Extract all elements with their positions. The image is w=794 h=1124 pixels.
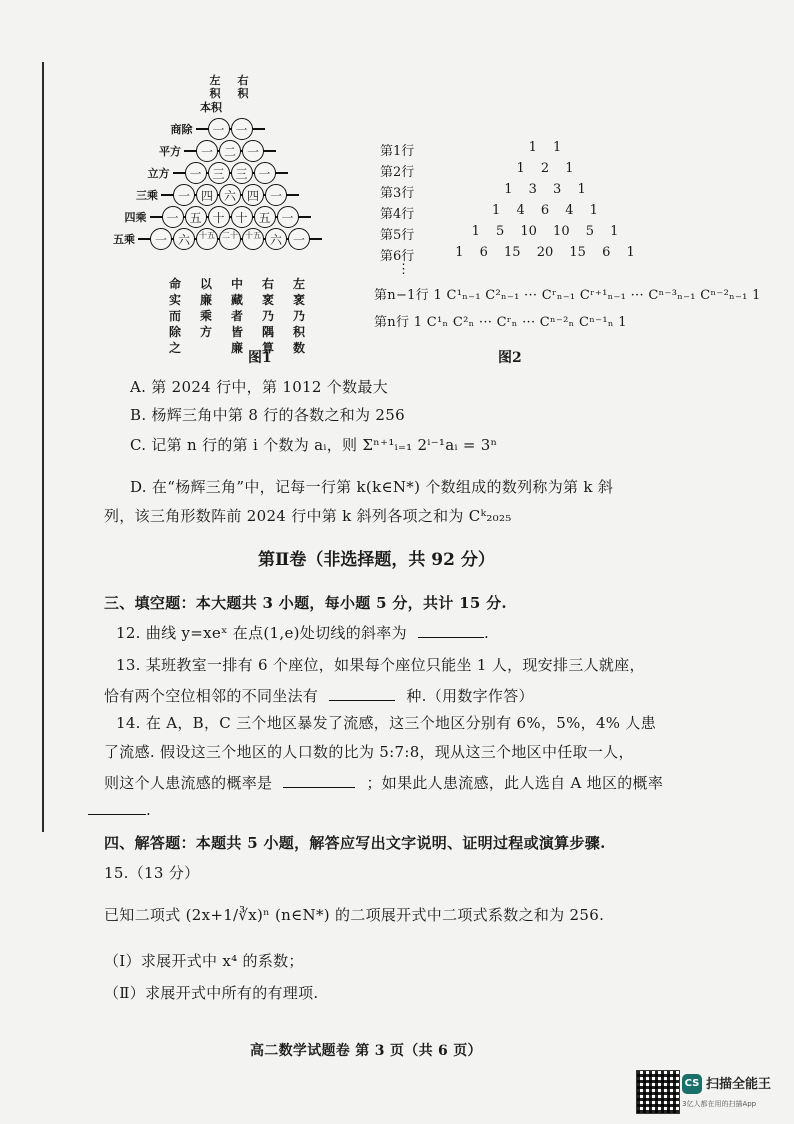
figure-1-cell: 一 [150,228,172,250]
option-c: C. 记第 n 行的第 i 个数为 aᵢ，则 Σⁿ⁺¹ᵢ₌₁ 2ⁱ⁻¹aᵢ = 3ⁿ [130,436,498,454]
figure-1-cell: 一 [196,140,218,162]
figure-1-cell: 一 [265,184,287,206]
question-15-part-1: （Ⅰ）求展开式中 x⁴ 的系数； [104,952,304,970]
figure-1-cell: 一 [231,118,253,140]
question-13-line1: 13. 某班教室一排有 6 个座位，如果每个座位只能坐 1 人，现安排三人就座， [116,656,645,674]
option-b: B. 杨辉三角中第 8 行的各数之和为 256 [130,406,405,424]
question-12-text: 12. 曲线 y=xeˣ 在点(1,e)处切线的斜率为 [116,624,407,642]
figure-1-row-label: 本积 [200,101,222,114]
figure-2-dots: ⋮ [397,262,411,277]
figure-2 [380,140,680,340]
question-15-stem: 已知二项式 (2x+1/∛x)ⁿ (n∈N*) 的二项展开式中二项式系数之和为 256. [104,906,605,924]
figure-2-row-label: 第1行 [380,144,415,159]
camscanner-name: 扫描全能王 [706,1077,772,1092]
figure-2-row [380,203,680,221]
figure-1-cell: 五 [185,206,207,228]
option-d-line2: 列，该三角形数阵前 2024 行中第 k 斜列各项之和为 Cᵏ₂₀₂₅ [104,507,512,525]
figure-1-cell: 一 [277,206,299,228]
figure-2-row-values: 1 5 10 10 5 1 [471,224,619,239]
answer-blank-12[interactable] [418,623,484,638]
figure-1-row-label: 立方 [147,167,170,180]
figure-1-cell: 一 [173,184,195,206]
figure-1-column-text: 右衺乃隅算 [261,277,274,355]
question-14-suffix: ；如果此人患流感，此人选自 A 地区的概率 [366,774,664,792]
figure-1-column-text: 命实而除之 [168,277,181,355]
question-14-text: 则这个人患流感的概率是 [104,774,273,792]
figure-2-row-label: 第2行 [380,165,415,180]
figure-1-cell: 六 [219,184,241,206]
figure-1-cell: 六 [173,228,195,250]
figure-1-column-text: 中藏者皆廉 [230,277,243,355]
camscanner-logo: CS [682,1074,702,1094]
figure-2-row-label: 第4行 [380,207,415,222]
figure-1-column-text: 左衺乃积数 [292,277,305,355]
figure-1-row-label: 商除 [170,123,193,136]
figure-1-top-label: 左积 [209,74,221,100]
figure-1-cell: 一 [208,118,230,140]
figure-2-row-n: 第n行 1 C¹ₙ C²ₙ ··· Cʳₙ ··· Cⁿ⁻²ₙ Cⁿ⁻¹ₙ 1 [374,315,627,330]
question-13-text: 恰有两个空位相邻的不同坐法有 [104,687,319,705]
question-15-part-2: （Ⅱ）求展开式中所有的有理项. [104,984,319,1002]
figure-1-top-label: 右积 [237,74,249,100]
camscanner-tagline: 3亿人都在用的扫描App [682,1100,757,1108]
figure-2-row-values: 1 3 3 1 [504,182,586,197]
section-2-title: 第Ⅱ卷（非选择题，共 92 分） [258,550,495,570]
figure-1-cell: 六 [265,228,287,250]
figure-1-row-label: 五乘 [113,233,135,246]
question-13-line2 [104,685,534,706]
figure-2-row [380,161,680,179]
figure-1-cell: 十 [231,206,253,228]
part-4-heading: 四、解答题：本题共 5 小题，解答应写出文字说明、证明过程或演算步骤. [104,834,606,852]
figure-2-row-label: 第6行 [380,249,415,264]
page-footer: 高二数学试题卷 第 3 页（共 6 页） [250,1043,482,1059]
figure-2-row [380,224,680,242]
figure-2-row-label: 第3行 [380,186,415,201]
question-14-line4: . [88,800,151,819]
figure-2-row [380,245,680,263]
figure-2-row-n-minus-1: 第n−1行 1 C¹ₙ₋₁ C²ₙ₋₁ ··· Cʳₙ₋₁ Cʳ⁺¹ₙ₋₁ ··· Cⁿ⁻³ₙ₋₁ Cⁿ⁻²ₙ₋₁ 1 [374,288,761,303]
figure-1 [95,70,365,355]
figure-1-row-label: 三乘 [136,189,158,202]
figure-1-cell: 二十 [219,228,241,250]
answer-blank-14b[interactable] [88,800,146,815]
figure-2-row [380,140,680,158]
margin-line [42,62,44,832]
figure-1-cell: 三 [208,162,230,184]
figure-2-caption: 图2 [498,350,522,366]
figure-1-cell: 四 [196,184,218,206]
figure-1-caption: 图1 [248,350,272,366]
figure-1-cell: 一 [185,162,207,184]
option-d-line1: D. 在“杨辉三角”中，记每一行第 k(k∈N*) 个数组成的数列称为第 k 斜 [130,478,614,496]
figure-2-row-values: 1 2 1 [516,161,574,176]
question-15-number: 15.（13 分） [104,864,200,882]
qr-code-icon [636,1070,680,1114]
figure-1-cell: 一 [162,206,184,228]
question-14-line3 [104,772,663,793]
figure-1-cell: 二 [219,140,241,162]
figure-1-cell: 十 [208,206,230,228]
figure-2-row-values: 1 4 6 4 1 [492,203,598,218]
question-13-suffix: 种.（用数字作答） [406,687,534,705]
question-14-line2: 了流感. 假设这三个地区的人口数的比为 5:7:8，现从这三个地区中任取一人， [104,743,634,761]
figure-2-row-values: 1 1 [528,140,562,155]
figure-1-cell: 五 [254,206,276,228]
figure-2-row-values: 1 6 15 20 15 6 1 [455,245,635,260]
question-14-line1: 14. 在 A，B，C 三个地区暴发了流感，这三个地区分别有 6%，5%，4% 人患 [116,714,657,732]
figure-1-cell: 一 [288,228,310,250]
figure-1-cell: 三 [231,162,253,184]
figure-1-cell: 四 [242,184,264,206]
figure-1-cell: 一 [254,162,276,184]
figure-1-row-label: 四乘 [124,211,147,224]
figure-2-row [380,182,680,200]
part-3-heading: 三、填空题：本大题共 3 小题，每小题 5 分，共计 15 分. [104,594,507,612]
figure-1-row-label: 平方 [159,145,181,158]
answer-blank-14a[interactable] [283,773,355,788]
figure-2-row-label: 第5行 [380,228,415,243]
figure-1-cell: 十五 [242,228,264,250]
option-a: A. 第 2024 行中，第 1012 个数最大 [130,378,388,396]
figure-1-cell: 一 [242,140,264,162]
question-12: 12. 曲线 y=xeˣ 在点(1,e)处切线的斜率为 . [116,624,490,642]
figure-1-column-text: 以廉乘方 [199,277,212,339]
answer-blank-13[interactable] [329,686,395,701]
figure-1-cell: 十五 [196,228,218,250]
